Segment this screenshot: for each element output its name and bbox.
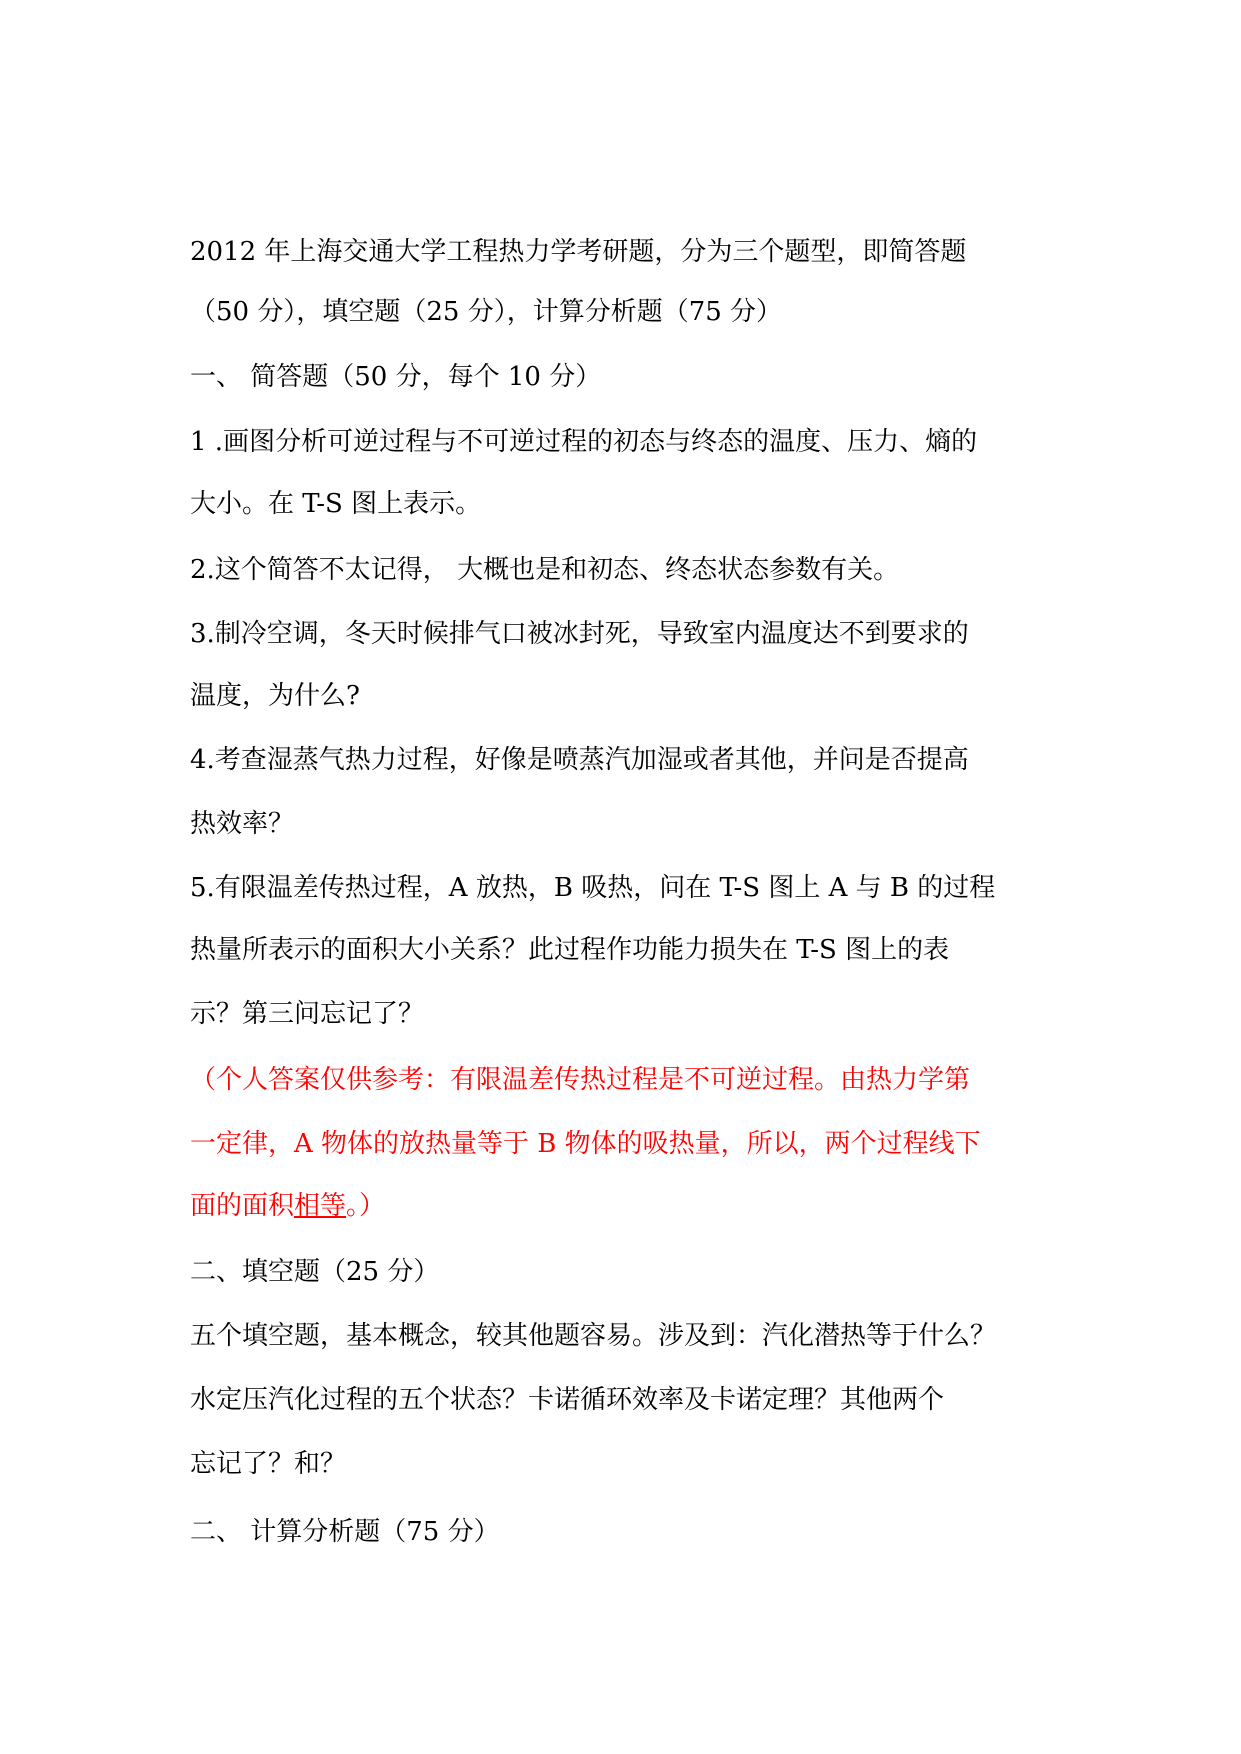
question-4-line-1: 4.考查湿蒸气热力过程，好像是喷蒸汽加湿或者其他，并问是否提高 xyxy=(190,745,969,775)
section-2-heading: 二、填空题（25 分） xyxy=(190,1257,440,1287)
answer-line-2: 一定律，A 物体的放热量等于 B 物体的吸热量，所以，两个过程线下 xyxy=(190,1129,981,1159)
question-5-line-2: 热量所表示的面积大小关系？此过程作功能力损失在 T-S 图上的表 xyxy=(190,935,950,965)
intro-line-1: 2012 年上海交通大学工程热力学考研题，分为三个题型，即简答题 xyxy=(190,237,967,267)
question-1-line-2: 大小。在 T-S 图上表示。 xyxy=(190,489,482,519)
section-3-heading: 二、 计算分析题（75 分） xyxy=(190,1517,500,1547)
section-1-heading: 一、 简答题（50 分，每个 10 分） xyxy=(190,362,602,392)
question-1-line-1: 1 .画图分析可逆过程与不可逆过程的初态与终态的温度、压力、熵的 xyxy=(190,427,978,457)
answer-line-3 xyxy=(190,1184,1070,1228)
section-2-line-3: 忘记了？和？ xyxy=(190,1449,347,1479)
section-2-line-2: 水定压汽化过程的五个状态？卡诺循环效率及卡诺定理？其他两个 xyxy=(190,1385,945,1415)
answer-line-1: （个人答案仅供参考：有限温差传热过程是不可逆过程。由热力学第 xyxy=(190,1065,971,1095)
question-3-line-2: 温度，为什么? xyxy=(190,681,360,711)
question-3-line-1: 3.制冷空调，冬天时候排气口被冰封死，导致室内温度达不到要求的 xyxy=(190,619,969,649)
intro-line-2: （50 分），填空题（25 分），计算分析题（75 分） xyxy=(190,297,783,327)
question-4-line-2: 热效率？ xyxy=(190,809,295,839)
answer-underlined-text: 相等 xyxy=(294,1191,347,1221)
question-5-line-1: 5.有限温差传热过程，A 放热，B 吸热，问在 T-S 图上 A 与 B 的过程 xyxy=(190,873,996,903)
answer-line-3-suffix: 。） xyxy=(346,1191,386,1221)
section-2-line-1: 五个填空题，基本概念，较其他题容易。涉及到：汽化潜热等于什么？ xyxy=(190,1321,997,1351)
question-2: 2.这个简答不太记得， 大概也是和初态、终态状态参数有关。 xyxy=(190,555,900,585)
answer-line-3-prefix: 面的面积 xyxy=(190,1191,295,1221)
question-5-line-3: 示？第三问忘记了？ xyxy=(190,999,425,1029)
